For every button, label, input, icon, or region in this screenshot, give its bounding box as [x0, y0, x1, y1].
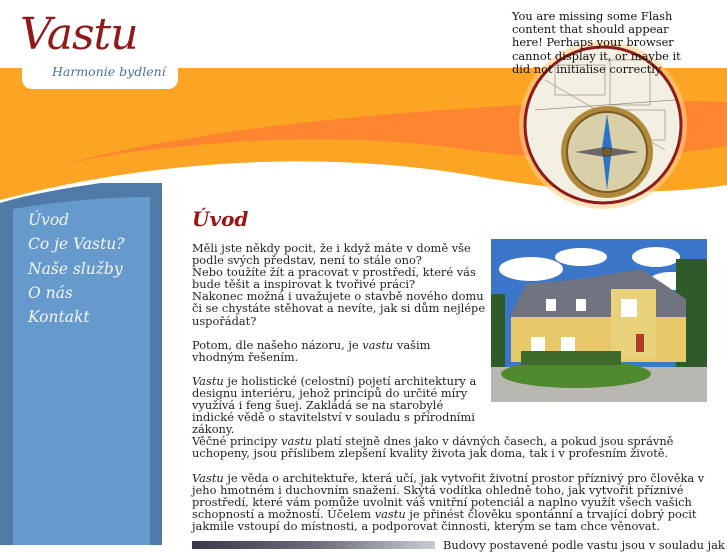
page-title: Úvod: [192, 207, 249, 231]
science-paragraph: Vastu je věda o architektuře, která učí, jak vytvořit životní prostor příznivý pro člověka v jeho hmotném i duchovním snažení. Skýtá vodítka ohledně toho, jak vytvořit příznivé prostředí, které vám pomůže uvolnit váš vnitřní potenciál a naplno využít všech vašich schopností a možností. Účelem vastu je přinést člověku spontánní a trvající dobrý pocit jakmile vstoupí do místnosti, a podporovat činnosti, kterým se tam chce věnovat.: [192, 470, 705, 533]
nav-item-uvod[interactable]: Úvod: [28, 211, 70, 229]
logo-title[interactable]: Vastu: [20, 9, 138, 60]
flash-missing-notice: You are missing some Flash content that should appear here! Perhaps your browser cannot display it, or maybe it did not initialise correctly.: [512, 9, 681, 76]
main-nav: [28, 208, 125, 329]
next-paragraph-partial: Budovy postavené podle vastu jsou v souladu jak: [443, 538, 725, 552]
interior-photo: [192, 541, 435, 549]
nav-item-co-je-vastu[interactable]: Co je Vastu?: [28, 235, 125, 254]
solution-paragraph: Potom, dle našeho názoru, je vastu vašim vhodným řešením.: [192, 337, 431, 364]
main-content: [192, 206, 712, 544]
intro-paragraph: Měli jste někdy pocit, že i když máte v domě vše podle svých představ, není to stále ono? Nebo toužíte žít a pracovat v prostředí, které vás bude těšit a inspirovat k tvořivé práci? Nakonec možná i uvažujete o stavbě nového domu či se chystáte stěhovat a nevíte, jak si dům nejlépe uspořádat?: [192, 241, 486, 328]
holistic-paragraph: Vastu je holistické (celostní) pojetí architektury a designu interiéru, jehož principů do určité míry využívá i feng šuej. Zakládá se na starobylé indické vědě o stavitelství v souladu s přírodními zákony. Věčné principy vastu platí stejně dnes jako v dávných časech, a pokud jsou správně uchopeny, jsou příslibem zlepšení kvality života jak doma, tak i v profesním životě.: [192, 373, 674, 461]
nav-item-nase-sluzby[interactable]: Naše služby: [28, 259, 123, 278]
nav-item-kontakt[interactable]: Kontakt: [28, 308, 90, 327]
nav-item-o-nas[interactable]: O nás: [28, 283, 73, 302]
logo-subtitle: Harmonie bydlení: [52, 64, 166, 79]
